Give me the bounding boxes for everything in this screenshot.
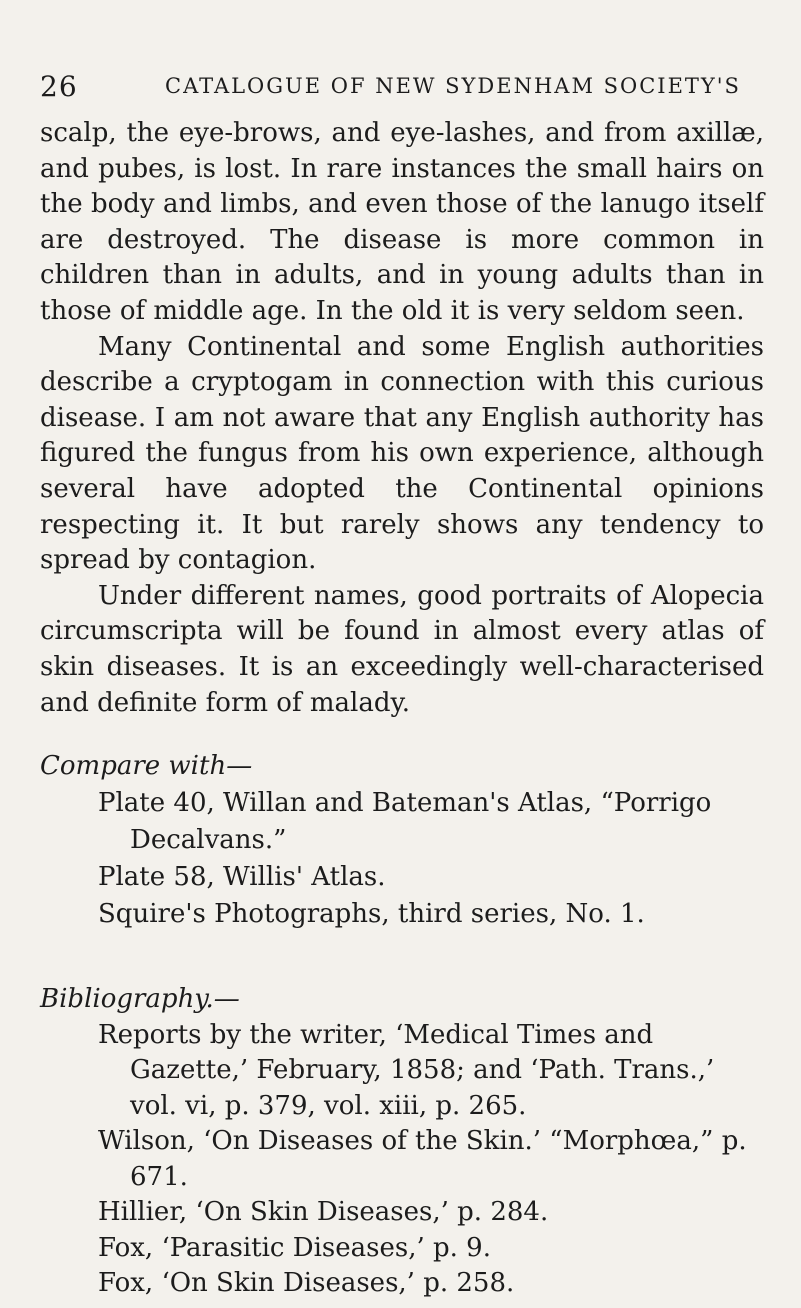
compare-item: Squire's Photographs, third series, No. 1.	[98, 899, 645, 929]
compare-section	[40, 748, 764, 933]
bibliography-heading: Bibliography.—	[40, 984, 240, 1014]
paragraph-cryptogam: Many Continental and some English authorities describe a cryptogam in connection with this curious disease. I am not aware that any English authority has figured the fungus from his own experience, although several have adopted the Continental opinions respecting it. It but rarely shows any tendency to spread by contagion.	[40, 331, 764, 576]
compare-heading: Compare with—	[40, 751, 253, 781]
paragraph-continued: scalp, the eye-brows, and eye-lashes, and from axillæ, and pubes, is lost. In rare instances the small hairs on the body and limbs, and even those of the lanugo itself are destroyed. The disease is more common in children than in adults, and in young adults than in those of middle age. In the old it is very seldom seen.	[40, 118, 764, 326]
bibliography-item: Reports by the writer, ‘Medical Times and Gazette,’ February, 1858; and ‘Path. Trans.,’ vol. vi, p. 379, vol. xiii, p. 265.	[98, 1019, 715, 1121]
bibliography-item: Fox, ‘On Skin Diseases,’ p. 258.	[98, 1268, 515, 1298]
body-text	[40, 116, 764, 721]
running-title: CATALOGUE OF NEW SYDENHAM SOCIETY'S	[165, 74, 741, 98]
compare-item: Plate 40, Willan and Bateman's Atlas, “Porrigo Decalvans.”	[98, 788, 712, 855]
paragraph-portraits: Under different names, good portraits of Alopecia circumscripta will be found in almost every atlas of skin diseases. It is an exceedingly well-characterised and definite form of malady.	[40, 580, 764, 718]
bibliography-section	[40, 982, 764, 1302]
bibliography-item: Wilson, ‘On Diseases of the Skin.’ “Morphœa,” p. 671.	[98, 1126, 747, 1192]
bibliography-item: Fox, ‘Parasitic Diseases,’ p. 9.	[98, 1232, 491, 1263]
page-number: 26	[40, 70, 78, 103]
page-header	[40, 70, 760, 110]
compare-item: Plate 58, Willis' Atlas.	[98, 862, 386, 892]
bibliography-item: Hillier, ‘On Skin Diseases,’ p. 284.	[98, 1197, 549, 1227]
